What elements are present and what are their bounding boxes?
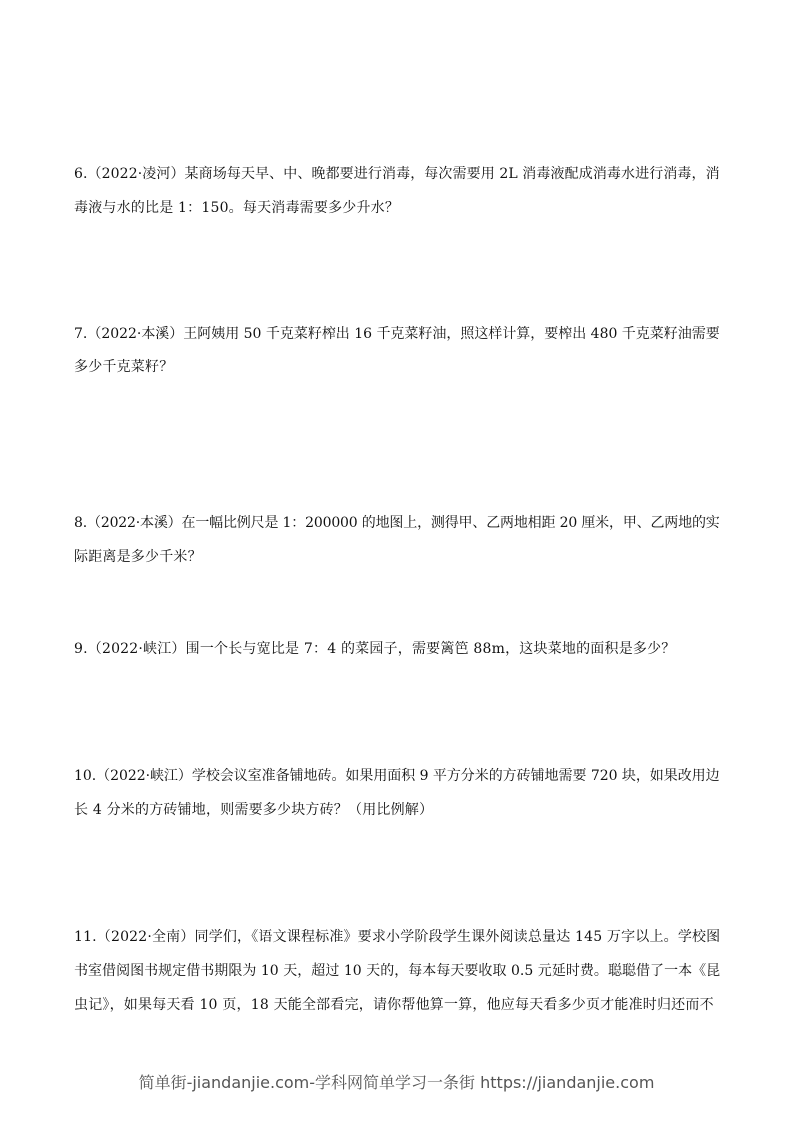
question-text-line: 多少千克菜籽？ <box>74 359 174 375</box>
question-text-line: 长 4 分米的方砖铺地，则需要多少块方砖？（用比例解） <box>74 802 434 818</box>
question-text-line: 毒液与水的比是 1：150。每天消毒需要多少升水？ <box>74 200 400 216</box>
question-text-line: 6.（2022·凌河）某商场每天早、中、晚都要进行消毒，每次需要用 2L 消毒液配成消毒水进行消毒，消 <box>74 166 720 182</box>
question-text-line: 际距离是多少千米？ <box>74 549 202 565</box>
question-text-line: 10.（2022·峡江）学校会议室准备铺地砖。如果用面积 9 平方分米的方砖铺地需要 720 块，如果改用边 <box>74 768 720 784</box>
question-text-line: 7.（2022·本溪）王阿姨用 50 千克菜籽榨出 16 千克菜籽油，照这样计算，要榨出 480 千克菜籽油需要 <box>74 326 720 342</box>
question-text-line: 11.（2022·全南）同学们，《语文课程标准》要求小学阶段学生课外阅读总量达 145 万字以上。学校图 <box>74 929 721 945</box>
question-text-line: 8.（2022·本溪）在一幅比例尺是 1：200000 的地图上，测得甲、乙两地相距 20 厘米，甲、乙两地的实 <box>74 515 720 531</box>
footer-watermark: 简单街-jiandanjie.com-学科网简单学习一条街 https://jiandanjie.com <box>138 1073 655 1092</box>
question-text-line: 9.（2022·峡江）围一个长与宽比是 7：4 的菜园子，需要篱笆 88m，这块菜地的面积是多少？ <box>74 641 676 657</box>
question-text-line: 虫记》，如果每天看 10 页，18 天能全部看完，请你帮他算一算，他应每天看多少页才能准时归还而不 <box>74 997 714 1013</box>
question-text-line: 书室借阅图书规定借书期限为 10 天，超过 10 天的，每本每天要收取 0.5 元延时费。聪聪借了一本《昆 <box>74 963 721 979</box>
